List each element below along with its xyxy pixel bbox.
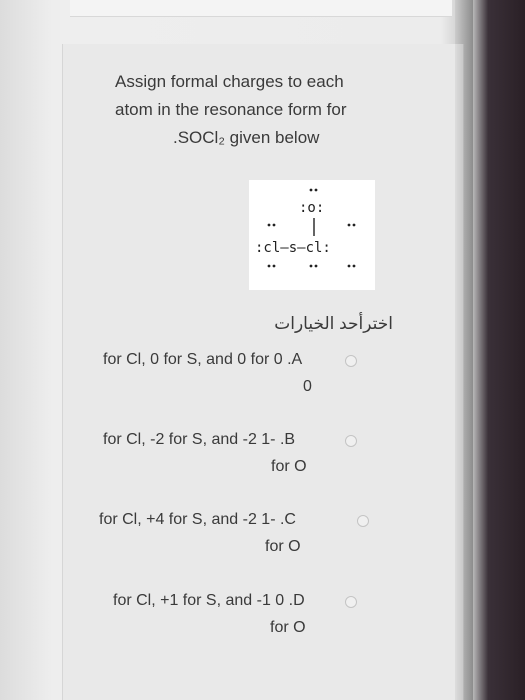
- lewis-structure-diagram: [249, 180, 375, 290]
- option-a-line-2: 0: [303, 378, 312, 395]
- question-line-1: Assign formal charges to each: [115, 72, 344, 91]
- question-line-2: atom in the resonance form for: [115, 100, 347, 119]
- oxygen-atom: :o:: [299, 200, 325, 216]
- option-b-line-1: for Cl, -2 for S, and -2 1- .B: [103, 431, 296, 448]
- option-b-radio[interactable]: [345, 435, 357, 447]
- screen-edge-shadow: [455, 0, 473, 700]
- option-c-line-1: for Cl, +4 for S, and -2 1- .C: [99, 511, 296, 528]
- option-b-line-2: for O: [271, 458, 307, 475]
- option-d[interactable]: [113, 587, 373, 641]
- question-card: [62, 44, 464, 700]
- option-b[interactable]: [103, 426, 368, 480]
- option-a-line-1: for Cl, 0 for S, and 0 for 0 .A: [103, 351, 303, 368]
- option-a-radio[interactable]: [345, 355, 357, 367]
- option-a[interactable]: [103, 346, 363, 400]
- question-line-3: .SOCl₂ given below: [173, 128, 320, 147]
- question-text: [115, 68, 435, 152]
- choose-one-label: اخترأحد الخيارات: [274, 314, 393, 333]
- chlorine-sulfur-chain: :cl—s—cl:: [255, 240, 331, 256]
- option-c[interactable]: [99, 506, 374, 560]
- option-c-radio[interactable]: [357, 515, 369, 527]
- top-strip: [70, 0, 452, 17]
- option-d-radio[interactable]: [345, 596, 357, 608]
- socl2-structure-image: [249, 180, 375, 290]
- cut-off-header: [376, 0, 382, 13]
- option-c-line-2: for O: [265, 538, 301, 555]
- option-d-line-2: for O: [270, 619, 306, 636]
- option-d-line-1: for Cl, +1 for S, and -1 0 .D: [113, 592, 305, 609]
